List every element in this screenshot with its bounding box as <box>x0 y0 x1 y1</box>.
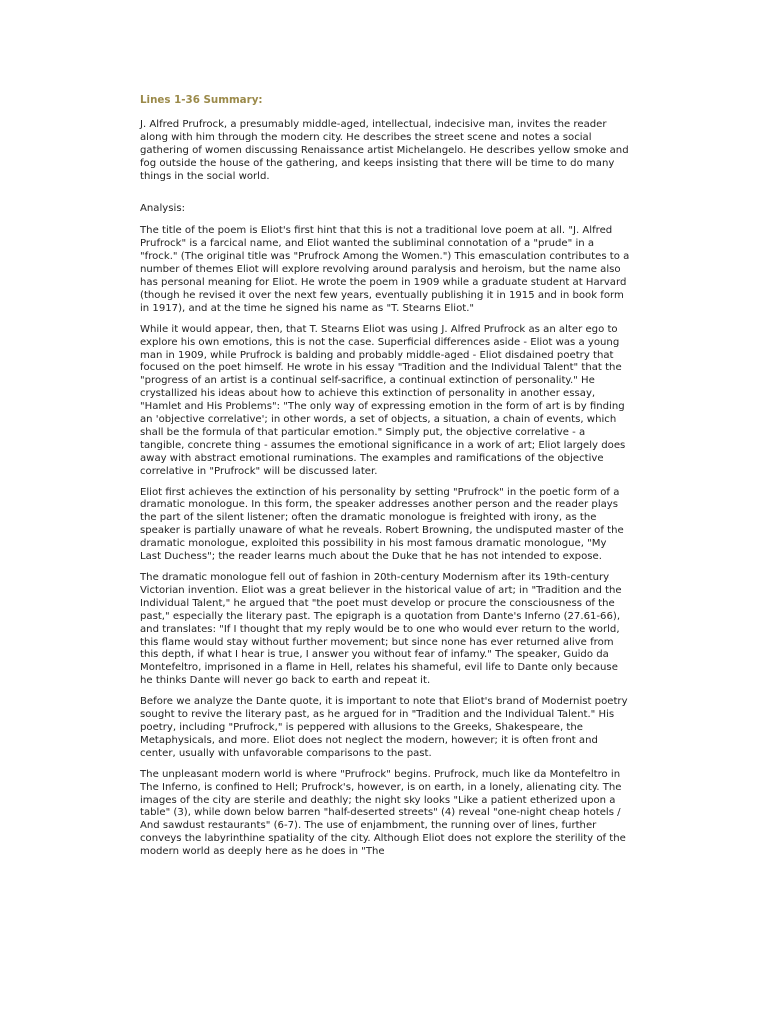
summary-paragraph: J. Alfred Prufrock, a presumably middle-aged, intellectual, indecisive man, invites the reader along with him through the modern city. He describes the street scene and notes a social gathering of women discussing Renaissance artist Michelangelo. He describes yellow smoke and fog outside the house of the gathering, and keeps insisting that there will be time to do many things in the social world. <box>140 118 629 182</box>
analysis-paragraph-5: Before we analyze the Dante quote, it is important to note that Eliot's brand of Modernist poetry sought to revive the literary past, as he argued for in "Tradition and the Individual Talent." His poetry, including "Prufrock," is peppered with allusions to the Greeks, Shakespeare, the Metaphysicals, and more. Eliot does not neglect the modern, however; it is often front and center, usually with unfavorable comparisons to the past. <box>140 696 628 759</box>
analysis-paragraph-3: Eliot first achieves the extinction of his personality by setting "Prufrock" in the poetic form of a dramatic monologue. In this form, the speaker addresses another person and the reader plays the part of the silent listener; often the dramatic monologue is freighted with irony, as the speaker is partially unaware of what he reveals. Robert Browning, the undisputed master of the dramatic monologue, exploited this possibility in his most famous dramatic monologue, "My Last Duchess"; the reader learns much about the Duke that he has not intended to expose. <box>140 486 624 563</box>
analysis-paragraph-2: While it would appear, then, that T. Stearns Eliot was using J. Alfred Prufrock as an alter ego to explore his own emotions, this is not the case. Superficial differences aside - Eliot was a young man in 1909, while Prufrock is balding and probably middle-aged - Eliot disdained poetry that focused on the poet himself. He wrote in his essay "Tradition and the Individual Talent" that the "progress of an artist is a continual self-sacrifice, a continual extinction of personality." He crystallized his ideas about how to achieve this extinction of personality in another essay, "Hamlet and His Problems": "The only way of expressing emotion in the form of art is by finding an 'objective correlative'; in other words, a set of objects, a situation, a chain of events, which shall be the formula of that particular emotion." Simply put, the objective correlative - a tangible, concrete thing - assumes the emotional significance in a work of art; Eliot largely does away with abstract emotional ruminations. The examples and ramifications of the objective correlative in "Prufrock" will be discussed later. <box>140 323 626 477</box>
document-content <box>140 94 630 867</box>
analysis-paragraph-4: The dramatic monologue fell out of fashion in 20th-century Modernism after its 19th-century Victorian invention. Eliot was a great believer in the historical value of art; in "Tradition and the Individual Talent," he argued that "the poet must develop or procure the consciousness of the past," especially the literary past. The epigraph is a quotation from Dante's Inferno (27.61-66), and translates: "If I thought that my reply would be to one who would ever return to the world, this flame would stay without further movement; but since none has ever returned alive from this depth, if what I hear is true, I answer you without fear of infamy." The speaker, Guido da Montefeltro, imprisoned in a flame in Hell, relates his shameful, evil life to Dante only because he thinks Dante will never go back to earth and repeat it. <box>140 572 622 687</box>
analysis-paragraph-6: The unpleasant modern world is where "Prufrock" begins. Prufrock, much like da Montefeltro in The Inferno, is confined to Hell; Prufrock's, however, is on earth, in a lonely, alienating city. The images of the city are sterile and deathly; the night sky looks "Like a patient etherized upon a table" (3), while down below barren "half-deserted streets" (4) reveal "one-night cheap hotels / And sawdust restaurants" (6-7). The use of enjambment, the running over of lines, further conveys the labyrinthine spatiality of the city. Although Eliot does not explore the sterility of the modern world as deeply here as he does in "The <box>140 768 626 858</box>
analysis-label: Analysis: <box>140 203 185 215</box>
section-heading: Lines 1-36 Summary: <box>140 94 263 106</box>
analysis-paragraph-1: The title of the poem is Eliot's first hint that this is not a traditional love poem at all. "J. Alfred Prufrock" is a farcical name, and Eliot wanted the subliminal connotation of a "prude" in a "frock." (The original title was "Prufrock Among the Women.") This emasculation contributes to a number of themes Eliot will explore revolving around paralysis and heroism, but the name also has personal meaning for Eliot. He wrote the poem in 1909 while a graduate student at Harvard (though he revised it over the next few years, eventually publishing it in 1915 and in book form in 1917), and at the time he signed his name as "T. Stearns Eliot." <box>140 225 630 314</box>
